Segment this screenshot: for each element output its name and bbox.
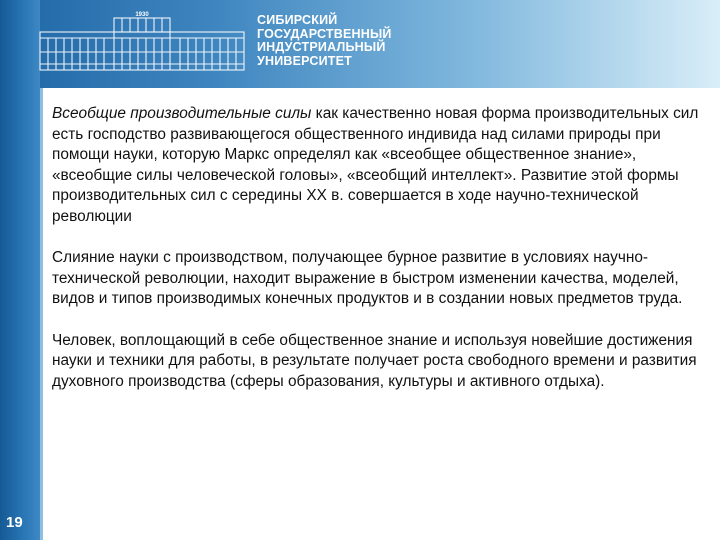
left-sidebar-bar [0,0,40,540]
university-name-line-3: ИНДУСТРИАЛЬНЫЙ [257,40,386,54]
page-number: 19 [6,514,23,531]
slide-content [52,104,702,413]
logo-year: 1930 [135,12,149,18]
university-name [257,14,392,68]
paragraph-1-text: как качественно новая форма производительных сил есть господство развивающегося общественного индивида над силами природы при помощи науки, которую Маркс определял как «всеобщее общественное знание», «всеобщие силы человеческой головы», «всеобщий интеллект». Развитие этой формы производительных сил с середины XX в. совершается в ходе научно-технической революции [52,105,699,225]
university-name-line-1: СИБИРСКИЙ [257,13,338,27]
university-name-line-4: УНИВЕРСИТЕТ [257,53,352,68]
left-bar-edge [40,88,43,540]
paragraph-2: Слияние науки с производством, получающее бурное развитие в условиях научно-технической революции, находит выражение в быстром изменении качества, моделей, видов и типов производимых конечных продуктов и в создании новых предметов труда. [52,249,683,308]
paragraph-1 [52,104,702,228]
paragraph-1-term: Всеобщие производительные силы [52,105,312,122]
university-building-logo-icon [38,8,246,72]
paragraph-3: Человек, воплощающий в себе общественное знание и используя новейшие достижения науки и техники для работы, в результате получает роста свободного времени и развития духовного производства (сферы образования, культуры и активного отдыха). [52,331,697,390]
university-name-line-2: ГОСУДАРСТВЕННЫЙ [257,26,392,41]
